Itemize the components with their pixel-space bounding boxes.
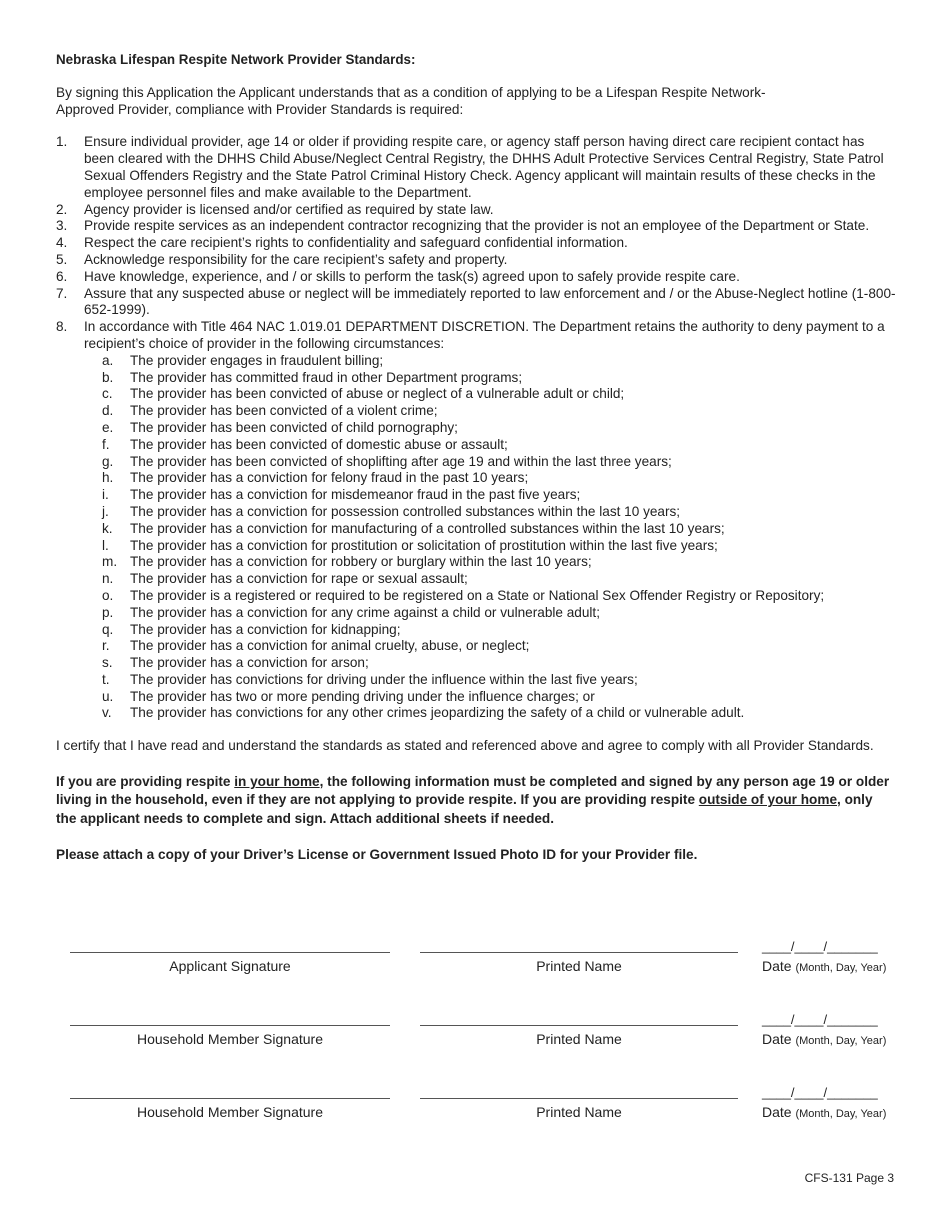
sub-list-item: v. The provider has convictions for any other crimes jeopardizing the safety of a child or vulnerable adult.	[102, 705, 745, 721]
printed-name-label: Printed Name	[536, 958, 622, 974]
form-footer: CFS-131 Page 3	[804, 1171, 894, 1185]
sub-list-item: e. The provider has been convicted of child pornography;	[102, 419, 458, 435]
printed-name-line[interactable]	[420, 952, 738, 953]
household-instructions: If you are providing respite in your home, the following information must be completed and signed by any person age 19 or older living in the household, even if they are not applying to provide respite. If you are providing respite outside of your home, only the applicant needs to complete and sign. Attach additional sheets if needed.	[56, 774, 890, 826]
list-item: 8. In accordance with Title 464 NAC 1.019.01 DEPARTMENT DISCRETION. The Department retains the authority to deny payment to a recipient’s choice of provider in the following circumstances: a. The provider engages in fraudulent billing; b. The provider has committed fraud in other Department programs; c. The provider has been convicted of abuse or neglect of a vulnerable adult or child; d. The provider has been convicted of a violent crime; e. The provider has been convicted of child pornography; f. The provider has been convicted of domestic abuse or assault; g. The provider has been convicted of shoplifting after age 19 and within the last three years; h. The provider has a conviction for felony fraud in the past 10 years; i. The provider has a conviction for misdemeanor fraud in the past five years; j. The provider has a conviction for possession controlled substances within the last 10 years; k. The provider has a conviction for manufacturing of a controlled substances within the last 10 years; l. The provider has a conviction for prostitution or solicitation of prostitution within the last five years; m. The provider has a conviction for robbery or burglary within the last 10 years; n. The provider has a conviction for rape or sexual assault; o. The provider is a registered or required to be registered on a State or National Sex Offender Registry or Repository; p. The provider has a conviction for any crime against a child or vulnerable adult; q. The provider has a conviction for kidnapping; r. The provider has a conviction for animal cruelty, abuse, or neglect; s. The provider has a conviction for arson; t. The provider has convictions for driving under the influence within the last five years; u. The provider has two or more pending driving under the influence charges; or v. The provider has convictions for any other crimes jeopardizing the safety of a child or vulnerable adult.	[56, 319, 896, 722]
date-field[interactable]: ____/____/_______	[762, 1012, 878, 1027]
sub-list-item: a. The provider engages in fraudulent billing;	[102, 352, 384, 368]
sub-list-item: q. The provider has a conviction for kidnapping;	[102, 621, 401, 637]
standards-list	[56, 134, 896, 722]
date-field[interactable]: ____/____/_______	[762, 1085, 878, 1100]
signature-row-applicant	[0, 939, 950, 992]
sub-list-item: l. The provider has a conviction for prostitution or solicitation of prostitution within the last five years;	[102, 537, 718, 553]
sub-list-item: g. The provider has been convicted of shoplifting after age 19 and within the last three years;	[102, 453, 672, 469]
sub-list-item: m. The provider has a conviction for robbery or burglary within the last 10 years;	[102, 554, 592, 570]
sub-list-item: t. The provider has convictions for driving under the influence within the last five years;	[102, 671, 638, 687]
page-heading: Nebraska Lifespan Respite Network Provider Standards:	[56, 52, 416, 67]
circumstances-list	[84, 353, 896, 723]
document-body	[56, 52, 896, 883]
household-signature-line[interactable]	[70, 1025, 390, 1026]
printed-name-line[interactable]	[420, 1025, 738, 1026]
id-instructions: Please attach a copy of your Driver’s License or Government Issued Photo ID for your Provider file.	[56, 847, 698, 863]
date-label: Date (Month, Day, Year)	[762, 958, 887, 974]
signature-row-household-2	[0, 1085, 950, 1138]
date-label: Date (Month, Day, Year)	[762, 1031, 887, 1047]
sub-list-item: i. The provider has a conviction for misdemeanor fraud in the past five years;	[102, 487, 581, 503]
sub-list-item: o. The provider is a registered or required to be registered on a State or National Sex Offender Registry or Repository;	[102, 587, 825, 603]
sub-list-item: k. The provider has a conviction for manufacturing of a controlled substances within the last 10 years;	[102, 520, 725, 536]
signature-label: Applicant Signature	[169, 958, 291, 974]
sub-list-item: f. The provider has been convicted of domestic abuse or assault;	[102, 436, 508, 452]
sub-list-item: s. The provider has a conviction for arson;	[102, 655, 369, 671]
sub-list-item: b. The provider has committed fraud in other Department programs;	[102, 369, 523, 385]
sub-list-item: r. The provider has a conviction for animal cruelty, abuse, or neglect;	[102, 638, 530, 654]
sub-list-item: p. The provider has a conviction for any crime against a child or vulnerable adult;	[102, 604, 600, 620]
date-label: Date (Month, Day, Year)	[762, 1104, 887, 1120]
printed-name-line[interactable]	[420, 1098, 738, 1099]
signature-label: Household Member Signature	[137, 1104, 323, 1120]
list-item: 2. Agency provider is licensed and/or certified as required by state law.	[56, 201, 494, 217]
sub-list-item: h. The provider has a conviction for felony fraud in the past 10 years;	[102, 470, 529, 486]
printed-name-label: Printed Name	[536, 1104, 622, 1120]
printed-name-label: Printed Name	[536, 1031, 622, 1047]
intro-paragraph: By signing this Application the Applicant understands that as a condition of applying to be a Lifespan Respite Network- Approved Provider, compliance with Provider Standards is required:	[56, 84, 766, 117]
sub-list-item: u. The provider has two or more pending driving under the influence charges; or	[102, 688, 595, 704]
sub-list-item: j. The provider has a conviction for possession controlled substances within the last 10 years;	[102, 503, 681, 519]
list-item: 4. Respect the care recipient’s rights to confidentiality and safeguard confidential information.	[56, 235, 628, 251]
list-item: 6. Have knowledge, experience, and / or skills to perform the task(s) agreed upon to safely provide respite care.	[56, 268, 740, 284]
list-item: 5. Acknowledge responsibility for the care recipient’s safety and property.	[56, 251, 508, 267]
household-signature-line[interactable]	[70, 1098, 390, 1099]
sub-list-item: c. The provider has been convicted of abuse or neglect of a vulnerable adult or child;	[102, 386, 625, 402]
list-item: 7. Assure that any suspected abuse or neglect will be immediately reported to law enforcement and / or the Abuse-Neglect hotline (1-800-652-1999).	[56, 285, 896, 318]
sub-list-item: d. The provider has been convicted of a violent crime;	[102, 403, 438, 419]
signature-row-household-1	[0, 1012, 950, 1065]
applicant-signature-line[interactable]	[70, 952, 390, 953]
list-item: 3. Provide respite services as an independent contractor recognizing that the provider is not an employee of the Department or State.	[56, 218, 870, 234]
certification-statement: I certify that I have read and understand the standards as stated and referenced above and agree to comply with all Provider Standards.	[56, 738, 874, 754]
signature-label: Household Member Signature	[137, 1031, 323, 1047]
date-field[interactable]: ____/____/_______	[762, 939, 878, 954]
sub-list-item: n. The provider has a conviction for rape or sexual assault;	[102, 571, 468, 587]
list-item: 1. Ensure individual provider, age 14 or older if providing respite care, or agency staff person having direct care recipient contact has been cleared with the DHHS Child Abuse/Neglect Central Registry, the DHHS Adult Protective Services Central Registry, State Patrol Sexual Offenders Registry and the State Patrol Criminal History Check. Agency applicant will maintain results of these checks in the employee personnel files and make available to the Department.	[56, 134, 884, 200]
